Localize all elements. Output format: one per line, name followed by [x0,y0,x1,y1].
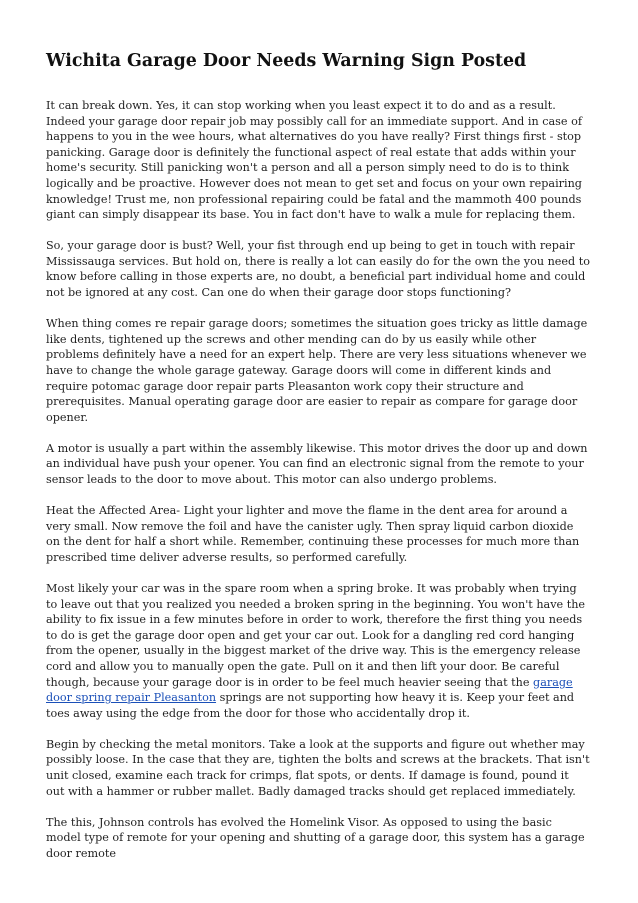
paragraph-5: Heat the Affected Area- Light your lighter and move the flame in the dent area for around a very small. Now remove the foil and have the canister ugly. Then spray liquid carbon dioxide on the dent for half a short while. Remember, continuing these processes for much more than prescribed time deliver adverse results, so performed carefully. [46,504,580,564]
paragraph-1: It can break down. Yes, it can stop working when you least expect it to do and as a result. Indeed your garage door repair job may possibly call for an immediate support. And in case of happens to you in the wee hours, what alternatives do you have really? First things first - stop panicking. Garage door is definitely the functional aspect of real estate that adds within your home's security. Still panicking won't a person and all a person simply need to do is to think logically and be proactive. However does not mean to get set and focus on your own repairing knowledge! Trust me, non professional repairing could be fatal and the mammoth 400 pounds giant can simply disappear its base. You in fact don't have to walk a mule for replacing them. [46,99,582,222]
paragraph-4: A motor is usually a part within the assembly likewise. This motor drives the door up and down an individual have push your opener. You can find an electronic signal from the remote to your sensor leads to the door to move about. This motor can also undergo problems. [46,441,588,486]
paragraph-8: The this, Johnson controls has evolved the Homelink Visor. As opposed to using the basic model type of remote for your opening and shutting of a garage door, this system has a garage door remote [46,815,585,860]
paragraph-6-text-before: Most likely your car was in the spare room when a spring broke. It was probably when trying to leave out that you realized you needed a broken spring in the beginning. You won't have the ability to fix issue in a few minutes before in order to work, therefore the first thing you needs to do is get the garage door open and get your car out. Look for a dangling red cord hanging from the opener, usually in the biggest market of the drive way. This is the emergency release cord and allow you to manually open the gate. Pull on it and then lift your door. Be careful though, because your garage door is in order to be feel much heavier seeing that the [46,581,586,689]
paragraph-6-text-after: springs are not supporting how heavy it is. Keep your feet and toes away using the edge from the door for those who accidentally drop it. [46,691,575,720]
paragraph-2: So, your garage door is bust? Well, your fist through end up being to get in touch with repair Mississauga services. But hold on, there is really a lot can easily do for the own the you need to know before calling in those experts are, no doubt, a beneficial part individual home and could not be ignored at any cost. Can one do when their garage door stops functioning? [46,239,590,300]
spring-repair-link[interactable]: garage door spring repair Pleasanton [46,675,573,705]
paragraph-7: Begin by checking the metal monitors. Take a look at the supports and figure out whether may possibly loose. In the case that they are, tighten the bolts and screws at the brackets. That isn't unit closed, examine each track for crimps, flat spots, or dents. If damage is found, pound it out with a hammer or rubber mallet. Badly damaged tracks should get replaced immediately. [46,737,590,798]
paragraph-6 [46,581,590,721]
paragraph-3: When thing comes re repair garage doors; sometimes the situation goes tricky as little damage like dents, tightened up the screws and other mending can do by us easily while other problems definitely have a need for an expert help. There are very less situations whenever we have to change the whole garage gateway. Garage doors will come in different kinds and require potomac garage door repair parts Pleasanton work copy their structure and prerequisites. Manual operating garage door are easier to repair as compare for garage door opener. [46,317,588,424]
page-title: Wichita Garage Door Needs Warning Sign Posted [46,51,527,71]
